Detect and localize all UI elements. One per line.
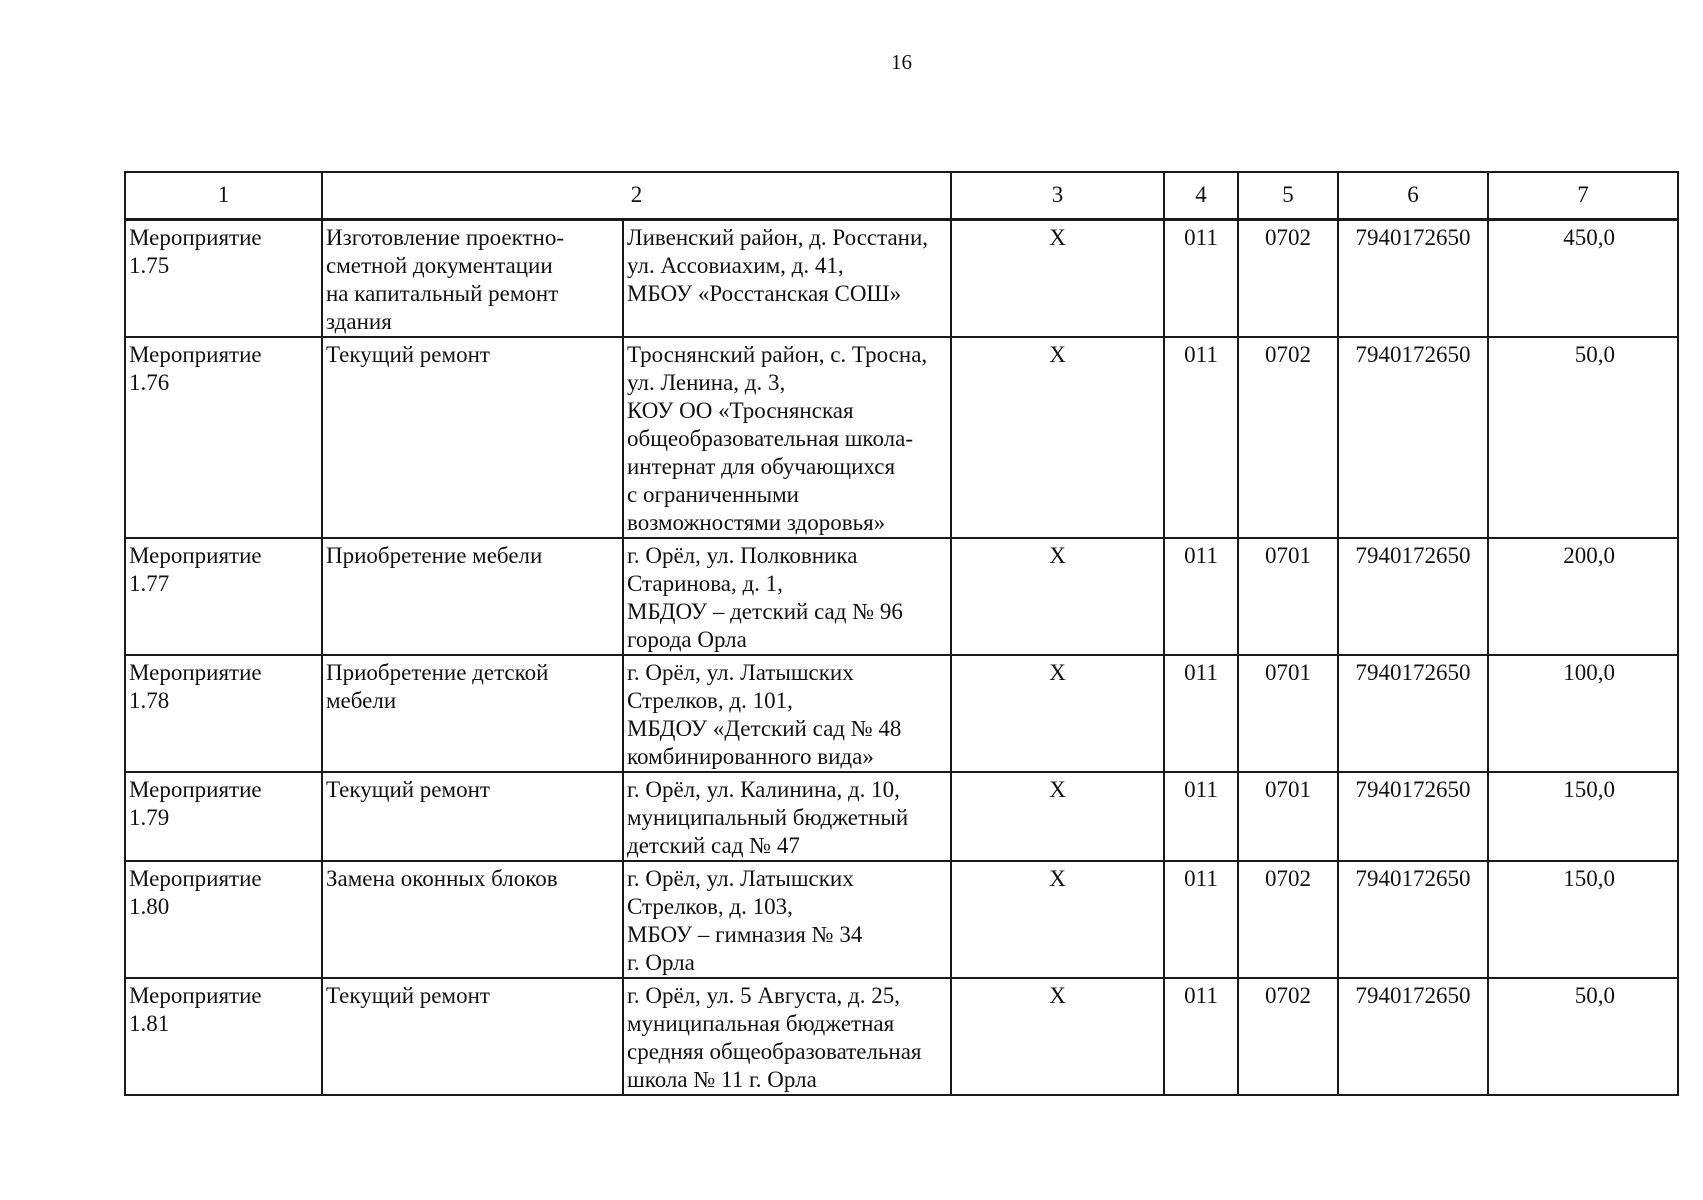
col7-cell: 50,0 (1488, 337, 1678, 538)
table-row (125, 978, 1678, 1095)
address-cell: г. Орёл, ул. Латышских Стрелков, д. 103, МБОУ – гимназия № 34 г. Орла (623, 861, 951, 978)
header-cell-2: 2 (322, 172, 951, 220)
col5-cell: 0701 (1238, 538, 1338, 655)
col4-cell: 011 (1164, 538, 1238, 655)
table-row (125, 538, 1678, 655)
col7-cell: 150,0 (1488, 772, 1678, 861)
address-cell: Троснянский район, с. Тросна, ул. Ленина, д. 3, КОУ ОО «Троснянская общеобразовательная школа- интернат для обучающихся с ограниченными возможностями здоровья» (623, 337, 951, 538)
col4-cell: 011 (1164, 978, 1238, 1095)
event-cell: Мероприятие 1.79 (125, 772, 322, 861)
event-cell: Мероприятие 1.78 (125, 655, 322, 772)
event-cell: Мероприятие 1.80 (125, 861, 322, 978)
col3-cell: Х (951, 978, 1164, 1095)
work-description-cell: Замена оконных блоков (322, 861, 623, 978)
col7-cell: 50,0 (1488, 978, 1678, 1095)
col3-cell: Х (951, 655, 1164, 772)
col6-cell: 7940172650 (1338, 538, 1488, 655)
event-cell: Мероприятие 1.77 (125, 538, 322, 655)
table-row (125, 655, 1678, 772)
col5-cell: 0702 (1238, 861, 1338, 978)
event-cell: Мероприятие 1.76 (125, 337, 322, 538)
header-cell-4: 4 (1164, 172, 1238, 220)
col6-cell: 7940172650 (1338, 861, 1488, 978)
table-header-row (125, 172, 1678, 220)
address-cell: г. Орёл, ул. Латышских Стрелков, д. 101, МБДОУ «Детский сад № 48 комбинированного вида» (623, 655, 951, 772)
col7-cell: 450,0 (1488, 220, 1678, 338)
col4-cell: 011 (1164, 861, 1238, 978)
table-row (125, 772, 1678, 861)
col6-cell: 7940172650 (1338, 337, 1488, 538)
col6-cell: 7940172650 (1338, 655, 1488, 772)
col4-cell: 011 (1164, 772, 1238, 861)
address-cell: г. Орёл, ул. Полковника Старинова, д. 1, МБДОУ – детский сад № 96 города Орла (623, 538, 951, 655)
work-description-cell: Текущий ремонт (322, 337, 623, 538)
table-row (125, 337, 1678, 538)
col3-cell: Х (951, 772, 1164, 861)
work-description-cell: Текущий ремонт (322, 772, 623, 861)
address-cell: г. Орёл, ул. Калинина, д. 10, муниципальный бюджетный детский сад № 47 (623, 772, 951, 861)
col5-cell: 0701 (1238, 772, 1338, 861)
col3-cell: Х (951, 538, 1164, 655)
header-cell-5: 5 (1238, 172, 1338, 220)
col7-cell: 100,0 (1488, 655, 1678, 772)
work-description-cell: Приобретение мебели (322, 538, 623, 655)
header-cell-7: 7 (1488, 172, 1678, 220)
table-row (125, 220, 1678, 338)
work-description-cell: Текущий ремонт (322, 978, 623, 1095)
col3-cell: Х (951, 220, 1164, 338)
work-description-cell: Изготовление проектно- сметной документации на капитальный ремонт здания (322, 220, 623, 338)
col3-cell: Х (951, 861, 1164, 978)
header-cell-1: 1 (125, 172, 322, 220)
col5-cell: 0701 (1238, 655, 1338, 772)
header-cell-3: 3 (951, 172, 1164, 220)
col4-cell: 011 (1164, 220, 1238, 338)
col7-cell: 150,0 (1488, 861, 1678, 978)
event-cell: Мероприятие 1.81 (125, 978, 322, 1095)
col4-cell: 011 (1164, 337, 1238, 538)
col3-cell: Х (951, 337, 1164, 538)
page-number: 16 (891, 50, 912, 74)
col7-cell: 200,0 (1488, 538, 1678, 655)
address-cell: Ливенский район, д. Росстани, ул. Ассовиахим, д. 41, МБОУ «Росстанская СОШ» (623, 220, 951, 338)
col6-cell: 7940172650 (1338, 220, 1488, 338)
col6-cell: 7940172650 (1338, 978, 1488, 1095)
table-row (125, 861, 1678, 978)
col4-cell: 011 (1164, 655, 1238, 772)
address-cell: г. Орёл, ул. 5 Августа, д. 25, муниципальная бюджетная средняя общеобразовательная школа № 11 г. Орла (623, 978, 951, 1095)
col5-cell: 0702 (1238, 337, 1338, 538)
program-measures-table (124, 171, 1679, 1096)
col6-cell: 7940172650 (1338, 772, 1488, 861)
header-cell-6: 6 (1338, 172, 1488, 220)
col5-cell: 0702 (1238, 220, 1338, 338)
event-cell: Мероприятие 1.75 (125, 220, 322, 338)
work-description-cell: Приобретение детской мебели (322, 655, 623, 772)
col5-cell: 0702 (1238, 978, 1338, 1095)
